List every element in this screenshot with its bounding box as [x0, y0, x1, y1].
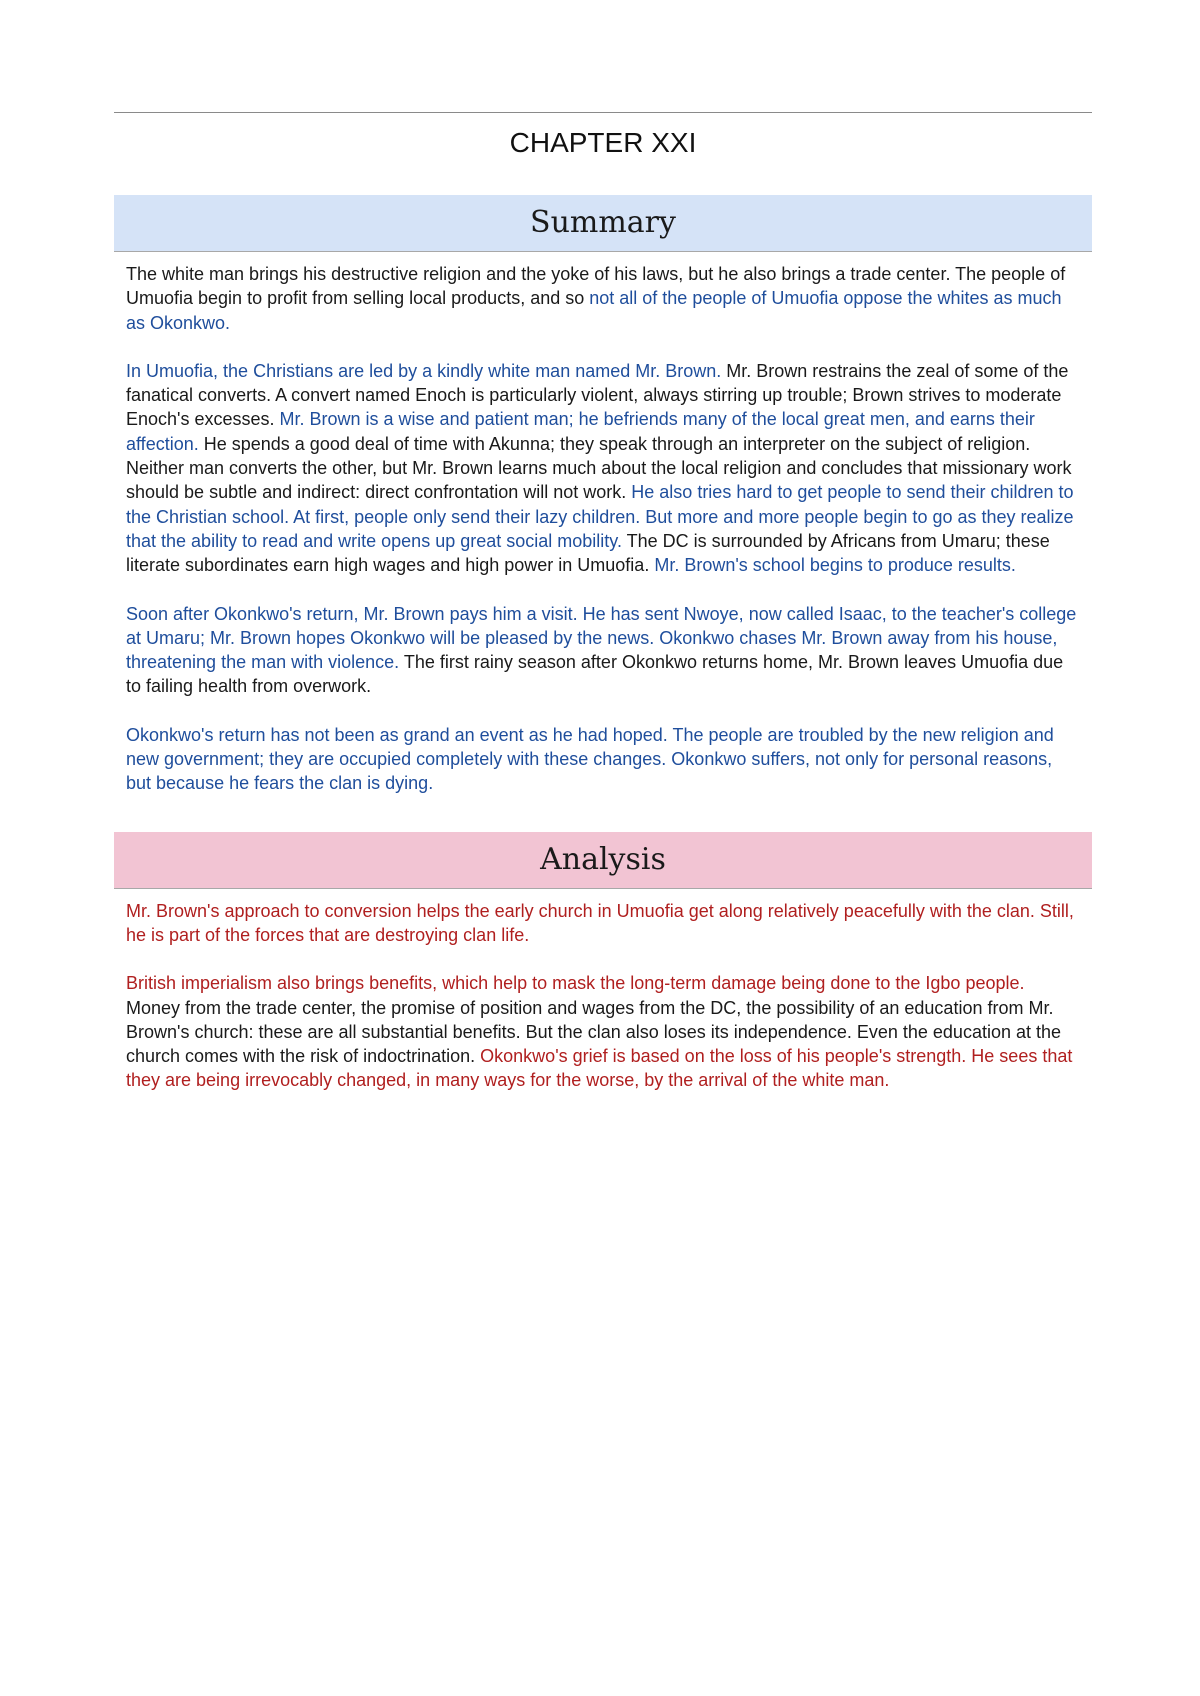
summary-paragraph-2 [126, 359, 1080, 578]
summary-p2-highlight-3: He also tries hard to get people to send their children to the Christian school. At first, people only send their lazy children. But more and more people begin to go as they realize that the ability to read and write opens up great social mobility. [126, 482, 1074, 551]
summary-p1-highlight-1: not all of the people of Umuofia oppose the whites as much as Okonkwo. [126, 288, 1062, 333]
summary-paragraph-1 [126, 262, 1080, 335]
summary-p2-highlight-2: Mr. Brown is a wise and patient man; he befriends many of the local great men, and earns their affection. [126, 409, 1035, 454]
analysis-p2-highlight-1: British imperialism also brings benefits, which help to mask the long-term damage being done to the Igbo people. [126, 973, 1025, 994]
summary-p2-run-3: The DC is surrounded by Africans from Umaru; these literate subordinates earn high wages and high power in Umuofia. [126, 530, 1050, 576]
analysis-paragraph-2 [126, 971, 1080, 1092]
analysis-body [114, 889, 1092, 1093]
chapter-title: CHAPTER XXI [509, 127, 697, 158]
summary-p2-highlight-4: Mr. Brown's school begins to produce results. [654, 555, 1016, 576]
summary-p2-run-1: Mr. Brown restrains the zeal of some of the fanatical converts. A convert named Enoch is particularly violent, always stirring up trouble; Brown strives to moderate Enoch's excesses. [126, 360, 1069, 430]
summary-body [114, 252, 1092, 796]
summary-p1-run-1: The white man brings his destructive religion and the yoke of his laws, but he also brings a trade center. The people of Umuofia begin to profit from selling local products, and so [126, 264, 1066, 309]
top-divider [114, 112, 1092, 113]
document-page [114, 112, 1092, 1093]
summary-p3-highlight-1: Soon after Okonkwo's return, Mr. Brown pays him a visit. He has sent Nwoye, now called Isaac, to the teacher's college at Umaru; Mr. Brown hopes Okonkwo will be pleased by the news. Okonkwo chases Mr. Brown away from his house, threatening the man with violence. [126, 603, 1077, 673]
summary-p3-run-1: The first rainy season after Okonkwo returns home, Mr. Brown leaves Umuofia due to failing health from overwork. [126, 652, 1064, 697]
analysis-heading: Analysis [114, 832, 1092, 889]
summary-paragraph-3 [126, 602, 1080, 699]
summary-heading: Summary [114, 195, 1092, 252]
analysis-p2-run-1: Money from the trade center, the promise of position and wages from the DC, the possibility of an education from Mr. Brown's church: these are all substantial benefits. But the clan also loses its independence. Even the education at the church comes with the risk of indoctrination. [126, 997, 1062, 1067]
analysis-p2-highlight-2: Okonkwo's grief is based on the loss of his people's strength. He sees that they are being irrevocably changed, in many ways for the worse, by the arrival of the white man. [126, 1046, 1073, 1091]
analysis-p1-highlight-1: Mr. Brown's approach to conversion helps the early church in Umuofia get along relatively peacefully with the clan. Still, he is part of the forces that are destroying clan life. [126, 900, 1074, 945]
summary-p4-highlight-1: Okonkwo's return has not been as grand an event as he had hoped. The people are troubled by the new religion and new government; they are occupied completely with these changes. Okonkwo suffers, not only for personal reasons, but because he fears the clan is dying. [126, 724, 1054, 794]
summary-p2-run-2: He spends a good deal of time with Akunna; they speak through an interpreter on the subject of religion. Neither man converts the other, but Mr. Brown learns much about the local religion and concludes that missionary work should be subtle and indirect: direct confrontation will not work. [126, 433, 1072, 503]
summary-p2-highlight-1: In Umuofia, the Christians are led by a kindly white man named Mr. Brown. [126, 360, 722, 381]
analysis-paragraph-1 [126, 899, 1080, 948]
summary-paragraph-4 [126, 723, 1080, 796]
